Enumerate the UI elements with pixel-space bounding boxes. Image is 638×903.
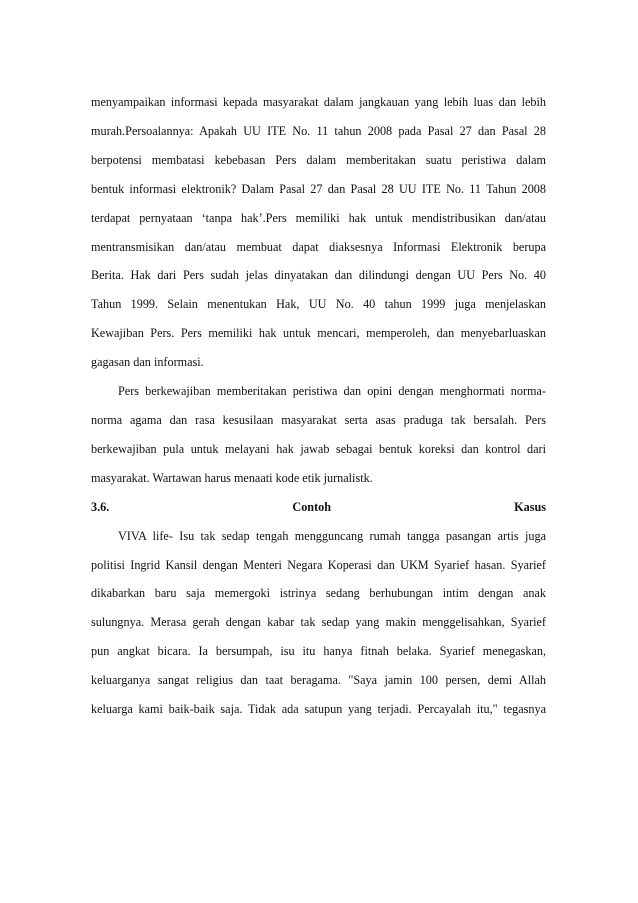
text-line: dikabarkan baru saja memergoki istrinya sedang berhubungan intim dengan anak bbox=[91, 586, 546, 601]
text-line: masyarakat. Wartawan harus menaati kode etik jurnalistk. bbox=[91, 470, 373, 485]
text-line: Tahun 1999. Selain menentukan Hak, UU No. 40 tahun 1999 juga menjelaskan bbox=[91, 297, 546, 312]
text-line: murah.Persoalannya: Apakah UU ITE No. 11 tahun 2008 pada Pasal 27 dan Pasal 28 bbox=[91, 123, 546, 138]
text-line: politisi Ingrid Kansil dengan Menteri Negara Koperasi dan UKM Syarief hasan. Syarief bbox=[91, 557, 546, 572]
text-line: berpotensi membatasi kebebasan Pers dalam memberitakan suatu peristiwa dalam bbox=[91, 152, 546, 167]
document-body bbox=[91, 88, 546, 724]
text-line: menyampaikan informasi kepada masyarakat dalam jangkauan yang lebih luas dan lebih bbox=[91, 95, 546, 109]
text-line: Berita. Hak dari Pers sudah jelas dinyatakan dan dilindungi dengan UU Pers No. 40 bbox=[91, 268, 546, 283]
text-line: Kewajiban Pers. Pers memiliki hak untuk mencari, memperoleh, dan menyebarluaskan bbox=[91, 326, 546, 341]
text-line: gagasan dan informasi. bbox=[91, 355, 204, 370]
text-line: keluarga kami baik-baik saja. Tidak ada satupun yang terjadi. Percayalah itu," tegasnya bbox=[91, 702, 546, 717]
text-line: mentransmisikan dan/atau membuat dapat diaksesnya Informasi Elektronik berupa bbox=[91, 239, 546, 254]
text-line: keluarganya sangat religius dan taat beragama. "Saya jamin 100 persen, demi Allah bbox=[91, 673, 546, 688]
text-line: berkewajiban pula untuk melayani hak jawab sebagai bentuk koreksi dan kontrol dari bbox=[91, 441, 546, 456]
text-line: Pers berkewajiban memberitakan peristiwa dan opini dengan menghormati norma- bbox=[118, 384, 546, 399]
text-line: pun angkat bicara. Ia bersumpah, isu itu hanya fitnah belaka. Syarief menegaskan, bbox=[91, 644, 546, 659]
text-line: norma agama dan rasa kesusilaan masyarakat serta asas praduga tak bersalah. Pers bbox=[91, 412, 546, 427]
text-line: VIVA life- Isu tak sedap tengah mengguncang rumah tangga pasangan artis juga bbox=[118, 528, 546, 543]
text-line: bentuk informasi elektronik? Dalam Pasal 27 dan Pasal 28 UU ITE No. 11 Tahun 2008 bbox=[91, 181, 546, 196]
paragraph-press-rights bbox=[91, 88, 546, 377]
paragraph-case-example bbox=[91, 522, 546, 724]
text-line: sulungnya. Merasa gerah dengan kabar tak sedap yang makin menggelisahkan, Syarief bbox=[91, 615, 546, 630]
text-line: terdapat pernyataan ‘tanpa hak’.Pers memiliki hak untuk mendistribusikan dan/atau bbox=[91, 210, 546, 225]
paragraph-press-obligations bbox=[91, 377, 546, 493]
section-heading: 3.6. Contoh Kasus bbox=[91, 499, 546, 514]
